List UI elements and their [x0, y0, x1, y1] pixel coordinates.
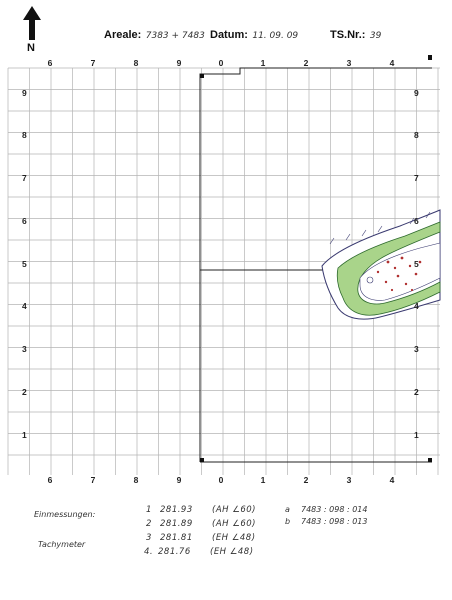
- measurement-number: 4.: [144, 547, 154, 557]
- top-x-label-6: 2: [303, 58, 309, 68]
- right-y-label-1: 8: [414, 130, 419, 140]
- bottom-x-label-3: 9: [176, 475, 182, 485]
- reference-mark: a: [285, 505, 290, 514]
- areale-value: 7383 + 7483: [145, 31, 205, 41]
- datum-label: Datum:: [210, 29, 248, 41]
- left-y-label-2: 7: [22, 173, 27, 183]
- bottom-x-label-8: 4: [389, 475, 395, 485]
- top-x-label-7: 3: [346, 58, 352, 68]
- top-x-label-2: 8: [133, 58, 139, 68]
- measurement-number: 1: [146, 505, 152, 515]
- measurement-code: (AH ∠60): [212, 519, 256, 529]
- right-y-label-6: 3: [414, 344, 419, 354]
- reference-mark: b: [285, 517, 291, 526]
- top-x-label-1: 7: [90, 58, 96, 68]
- bottom-x-label-2: 8: [133, 475, 139, 485]
- left-y-label-1: 8: [22, 130, 27, 140]
- bottom-x-label-7: 3: [346, 475, 352, 485]
- areale-label: Areale:: [104, 29, 142, 41]
- bottom-x-label-5: 1: [260, 475, 266, 485]
- left-y-label-4: 5: [22, 259, 27, 269]
- bottom-x-label-4: 0: [218, 475, 224, 485]
- left-y-label-3: 6: [22, 216, 27, 226]
- right-y-label-3: 6: [414, 216, 419, 226]
- right-y-label-4: 5: [414, 259, 419, 269]
- top-x-label-3: 9: [176, 58, 182, 68]
- notes-left-line1: Einmessungen:: [34, 510, 96, 519]
- measurement-code: (AH ∠60): [212, 505, 256, 515]
- measurement-row: [144, 547, 254, 557]
- measurement-number: 3: [146, 533, 152, 543]
- ts-label: TS.Nr.:: [330, 29, 366, 41]
- top-x-label-5: 1: [260, 58, 266, 68]
- right-y-label-8: 1: [414, 430, 419, 440]
- measurement-row: [146, 519, 256, 529]
- north-label: N: [27, 42, 35, 54]
- left-y-label-0: 9: [22, 88, 27, 98]
- bottom-x-label-0: 6: [47, 475, 53, 485]
- reference-row: [285, 517, 367, 526]
- bottom-x-label-1: 7: [90, 475, 96, 485]
- right-y-label-5: 4: [414, 301, 419, 311]
- left-y-label-8: 1: [22, 430, 27, 440]
- top-x-label-0: 6: [47, 58, 53, 68]
- measurement-row: [146, 533, 256, 543]
- right-y-label-7: 2: [414, 387, 419, 397]
- left-y-label-5: 4: [22, 301, 27, 311]
- datum-value: 11. 09. 09: [252, 31, 299, 41]
- excavation-feature: [322, 210, 440, 319]
- measurement-number: 2: [146, 519, 152, 529]
- ts-value: 39: [369, 31, 382, 41]
- right-y-label-2: 7: [414, 173, 419, 183]
- reference-row: [285, 505, 367, 514]
- measurement-value: 281.81: [160, 533, 193, 543]
- measurement-code: (EH ∠48): [212, 533, 256, 543]
- measurement-row: [146, 505, 256, 515]
- top-x-label-8: 4: [389, 58, 395, 68]
- measurement-value: 281.76: [158, 547, 191, 557]
- measurement-value: 281.93: [160, 505, 193, 515]
- notes-left-line2: Tachymeter: [38, 540, 86, 549]
- measurement-value: 281.89: [160, 519, 193, 529]
- measurement-code: (EH ∠48): [210, 547, 254, 557]
- bottom-x-label-6: 2: [303, 475, 309, 485]
- reference-text: 7483 : 098 : 014: [301, 505, 368, 514]
- right-y-label-0: 9: [414, 88, 419, 98]
- left-y-label-6: 3: [22, 344, 27, 354]
- reference-text: 7483 : 098 : 013: [301, 517, 368, 526]
- left-y-label-7: 2: [22, 387, 27, 397]
- top-x-label-4: 0: [218, 58, 224, 68]
